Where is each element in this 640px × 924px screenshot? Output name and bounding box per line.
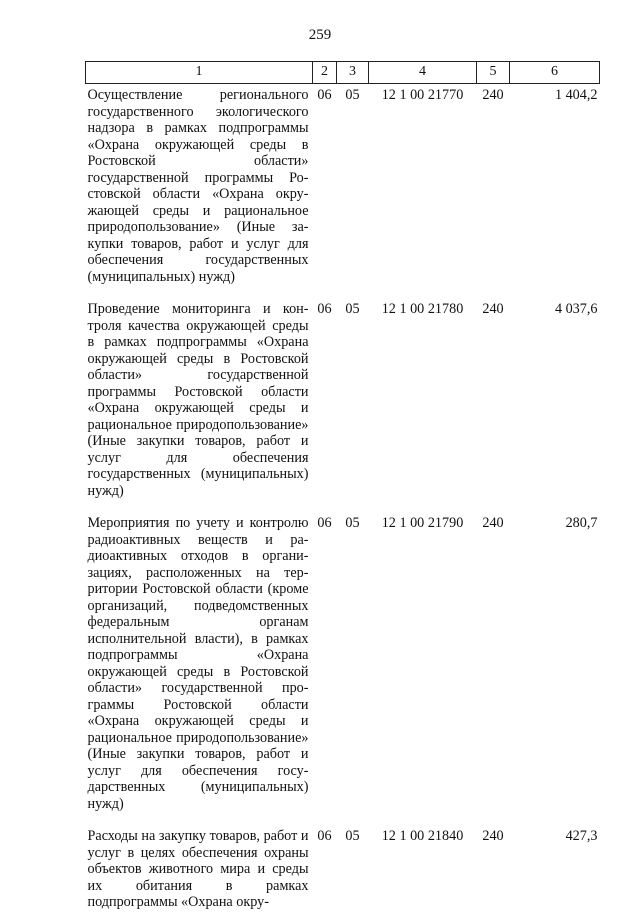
- header-col-4: 4: [369, 62, 477, 84]
- header-row: [86, 62, 600, 84]
- row-description: Расходы на закупку товаров, работ и услуг в целях обеспечения охраны объектов животного мира и среды их обитания в рамках подпрограммы «Охрана окру-: [87, 828, 309, 910]
- row-amount: 4 037,6: [554, 301, 598, 317]
- header-col-2: 2: [313, 62, 337, 84]
- row-expense-type: 240: [482, 87, 504, 103]
- row-expense-type: 240: [482, 515, 504, 531]
- header-col-3: 3: [337, 62, 369, 84]
- row-subsection: 05: [345, 301, 360, 317]
- table-body: [86, 84, 600, 924]
- budget-table: [85, 61, 600, 924]
- row-target-article: 12 1 00 21780: [381, 301, 464, 317]
- header-col-5: 5: [477, 62, 510, 84]
- row-target-article: 12 1 00 21790: [381, 515, 464, 531]
- table-row: [86, 298, 600, 512]
- row-target-article: 12 1 00 21770: [381, 87, 464, 103]
- table-row: [86, 825, 600, 924]
- row-subsection: 05: [345, 828, 360, 844]
- row-expense-type: 240: [482, 828, 504, 844]
- table-header: [86, 62, 600, 84]
- row-section: 06: [317, 828, 332, 844]
- row-amount: 1 404,2: [554, 87, 598, 103]
- row-amount: 280,7: [565, 515, 598, 531]
- row-target-article: 12 1 00 21840: [381, 828, 464, 844]
- row-description: Проведение мониторинга и контроля качества окружающей среды в рамках подпрограммы «Охрана окружающей среды в Ростовской области» государственной программы Ростовской области «Охрана окружающей среды и рациональное природопользование» (Иные закупки товаров, работ и услуг для обеспечения государственных (муниципальных) нужд): [87, 301, 309, 499]
- table-row: [86, 512, 600, 825]
- row-subsection: 05: [345, 87, 360, 103]
- row-subsection: 05: [345, 515, 360, 531]
- row-description: Мероприятия по учету и контролю радиоактивных веществ и радиоактивных отходов в организациях, расположенных на территории Ростовской области (кроме организаций, подведомственных федеральным органам исполнительной власти), в рамках подпрограммы «Охрана окружающей среды в Ростовской области» государственной программы Ростовской области «Охрана окружающей среды и рациональное природопользование» (Иные закупки товаров, работ и услуг для обеспечения государственных (муниципальных) нужд): [87, 515, 309, 812]
- page-number: 259: [308, 27, 332, 43]
- table-row: [86, 84, 600, 299]
- row-expense-type: 240: [482, 301, 504, 317]
- row-section: 06: [317, 301, 332, 317]
- header-col-6: 6: [510, 62, 600, 84]
- row-section: 06: [317, 87, 332, 103]
- row-description: Осуществление регионального государственного экологического надзора в рамках подпрограммы «Охрана окружающей среды в Ростовской области» государственной программы Ростовской области «Охрана окружающей среды и рациональное природопользование» (Иные закупки товаров, работ и услуг для обеспечения государственных (муниципальных) нужд): [87, 87, 309, 285]
- row-section: 06: [317, 515, 332, 531]
- row-amount: 427,3: [565, 828, 598, 844]
- header-col-1: 1: [86, 62, 313, 84]
